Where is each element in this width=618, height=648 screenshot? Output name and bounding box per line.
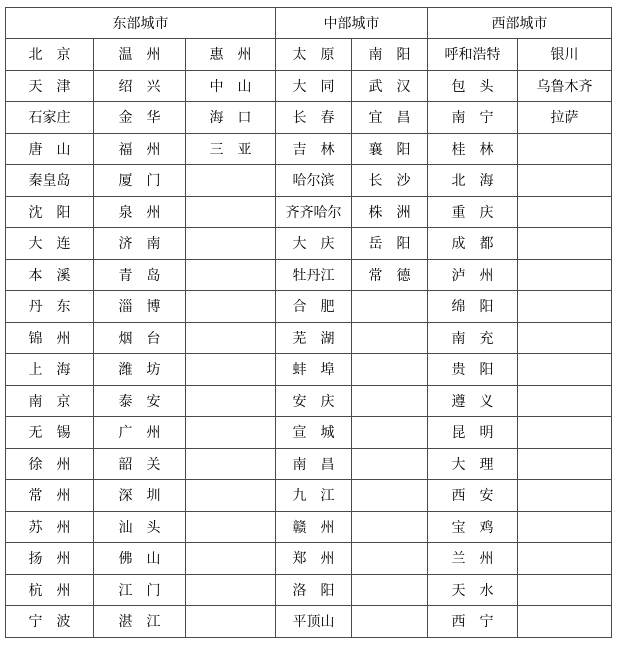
header-row — [6, 8, 612, 39]
table-body — [6, 39, 612, 638]
city-cell-west-col-1: 大 理 — [428, 448, 518, 480]
city-cell-east-col-1: 秦皇岛 — [6, 165, 94, 197]
city-cell-west-col-2 — [518, 354, 612, 386]
city-cell-east-col-2: 厦 门 — [94, 165, 186, 197]
city-cell-west-col-2 — [518, 574, 612, 606]
city-cell-west-col-1: 贵 阳 — [428, 354, 518, 386]
table-row — [6, 543, 612, 575]
city-cell-west-col-1: 重 庆 — [428, 196, 518, 228]
city-cell-east-col-3: 中 山 — [186, 70, 276, 102]
city-cell-central-col-2 — [352, 543, 428, 575]
table-row — [6, 606, 612, 638]
city-cell-east-col-2: 广 州 — [94, 417, 186, 449]
city-cell-central-col-2: 长 沙 — [352, 165, 428, 197]
city-cell-east-col-1: 无 锡 — [6, 417, 94, 449]
city-cell-east-col-1: 北 京 — [6, 39, 94, 71]
city-cell-west-col-2 — [518, 133, 612, 165]
table-row — [6, 511, 612, 543]
city-cell-central-col-2 — [352, 606, 428, 638]
city-cell-east-col-1: 上 海 — [6, 354, 94, 386]
city-cell-east-col-1: 常 州 — [6, 480, 94, 512]
city-cell-central-col-1: 吉 林 — [276, 133, 352, 165]
city-cell-east-col-2: 温 州 — [94, 39, 186, 71]
city-cell-east-col-2: 深 圳 — [94, 480, 186, 512]
city-cell-central-col-1: 哈尔滨 — [276, 165, 352, 197]
city-cell-central-col-1: 郑 州 — [276, 543, 352, 575]
city-cell-central-col-2 — [352, 291, 428, 323]
city-cell-east-col-3: 惠 州 — [186, 39, 276, 71]
city-cell-central-col-1: 合 肥 — [276, 291, 352, 323]
city-cell-west-col-2 — [518, 448, 612, 480]
city-cell-east-col-2: 泉 州 — [94, 196, 186, 228]
city-cell-east-col-3: 三 亚 — [186, 133, 276, 165]
city-cell-central-col-2 — [352, 511, 428, 543]
table-row — [6, 165, 612, 197]
table-row — [6, 39, 612, 71]
city-cell-west-col-1: 西 宁 — [428, 606, 518, 638]
city-cell-west-col-2 — [518, 322, 612, 354]
city-cell-east-col-1: 扬 州 — [6, 543, 94, 575]
city-cell-east-col-3 — [186, 165, 276, 197]
table-row — [6, 291, 612, 323]
city-cell-west-col-2: 乌鲁木齐 — [518, 70, 612, 102]
city-cell-east-col-1: 宁 波 — [6, 606, 94, 638]
city-cell-central-col-1: 太 原 — [276, 39, 352, 71]
table-row — [6, 574, 612, 606]
city-cell-central-col-2: 襄 阳 — [352, 133, 428, 165]
city-cell-west-col-1: 南 宁 — [428, 102, 518, 134]
city-cell-east-col-2: 潍 坊 — [94, 354, 186, 386]
table-row — [6, 102, 612, 134]
city-cell-central-col-1: 安 庆 — [276, 385, 352, 417]
city-cell-east-col-3 — [186, 543, 276, 575]
city-cell-east-col-2: 淄 博 — [94, 291, 186, 323]
city-cell-central-col-1: 齐齐哈尔 — [276, 196, 352, 228]
city-cell-east-col-3 — [186, 228, 276, 260]
city-cell-west-col-1: 呼和浩特 — [428, 39, 518, 71]
city-cell-east-col-3 — [186, 259, 276, 291]
city-cell-east-col-3 — [186, 480, 276, 512]
table-row — [6, 354, 612, 386]
city-cell-west-col-2 — [518, 511, 612, 543]
city-cell-east-col-2: 济 南 — [94, 228, 186, 260]
city-cell-east-col-2: 绍 兴 — [94, 70, 186, 102]
city-cell-east-col-2: 烟 台 — [94, 322, 186, 354]
city-cell-west-col-1: 兰 州 — [428, 543, 518, 575]
city-cell-west-col-2 — [518, 196, 612, 228]
city-cell-east-col-2: 金 华 — [94, 102, 186, 134]
city-table — [5, 7, 612, 638]
city-cell-west-col-1: 天 水 — [428, 574, 518, 606]
city-cell-west-col-1: 包 头 — [428, 70, 518, 102]
city-cell-west-col-2: 拉萨 — [518, 102, 612, 134]
city-cell-central-col-1: 南 昌 — [276, 448, 352, 480]
city-cell-east-col-3 — [186, 417, 276, 449]
header-west-cities: 西部城市 — [428, 8, 612, 39]
city-cell-east-col-3 — [186, 322, 276, 354]
table-row — [6, 448, 612, 480]
city-cell-west-col-1: 北 海 — [428, 165, 518, 197]
table-row — [6, 196, 612, 228]
city-cell-west-col-2 — [518, 543, 612, 575]
city-cell-west-col-1: 遵 义 — [428, 385, 518, 417]
city-cell-east-col-3 — [186, 354, 276, 386]
city-cell-west-col-1: 昆 明 — [428, 417, 518, 449]
city-cell-east-col-3 — [186, 606, 276, 638]
city-cell-east-col-1: 南 京 — [6, 385, 94, 417]
city-cell-west-col-2 — [518, 606, 612, 638]
city-cell-central-col-2: 武 汉 — [352, 70, 428, 102]
city-cell-central-col-2 — [352, 385, 428, 417]
city-cell-east-col-3: 海 口 — [186, 102, 276, 134]
city-cell-east-col-2: 江 门 — [94, 574, 186, 606]
header-east-cities: 东部城市 — [6, 8, 276, 39]
city-cell-central-col-2 — [352, 354, 428, 386]
city-cell-west-col-2 — [518, 385, 612, 417]
city-cell-west-col-1: 成 都 — [428, 228, 518, 260]
city-cell-central-col-1: 洛 阳 — [276, 574, 352, 606]
city-cell-east-col-2: 佛 山 — [94, 543, 186, 575]
city-cell-east-col-2: 汕 头 — [94, 511, 186, 543]
city-cell-central-col-2 — [352, 417, 428, 449]
city-cell-central-col-2 — [352, 448, 428, 480]
table-row — [6, 133, 612, 165]
city-cell-east-col-3 — [186, 511, 276, 543]
city-cell-east-col-2: 青 岛 — [94, 259, 186, 291]
city-cell-east-col-1: 杭 州 — [6, 574, 94, 606]
city-cell-east-col-1: 天 津 — [6, 70, 94, 102]
city-cell-central-col-2 — [352, 480, 428, 512]
city-cell-east-col-1: 丹 东 — [6, 291, 94, 323]
city-cell-central-col-1: 大 同 — [276, 70, 352, 102]
city-cell-east-col-1: 锦 州 — [6, 322, 94, 354]
table-row — [6, 259, 612, 291]
city-cell-east-col-1: 沈 阳 — [6, 196, 94, 228]
city-cell-east-col-3 — [186, 385, 276, 417]
city-cell-west-col-2 — [518, 165, 612, 197]
city-cell-west-col-2 — [518, 480, 612, 512]
city-cell-central-col-2: 株 洲 — [352, 196, 428, 228]
table-row — [6, 70, 612, 102]
table-row — [6, 385, 612, 417]
city-cell-east-col-2: 泰 安 — [94, 385, 186, 417]
city-cell-west-col-1: 宝 鸡 — [428, 511, 518, 543]
city-cell-east-col-2: 湛 江 — [94, 606, 186, 638]
city-cell-central-col-1: 芜 湖 — [276, 322, 352, 354]
city-cell-central-col-1: 牡丹江 — [276, 259, 352, 291]
table-row — [6, 228, 612, 260]
table-row — [6, 322, 612, 354]
city-cell-east-col-1: 徐 州 — [6, 448, 94, 480]
city-cell-central-col-2: 南 阳 — [352, 39, 428, 71]
city-cell-central-col-2: 岳 阳 — [352, 228, 428, 260]
city-cell-east-col-1: 石家庄 — [6, 102, 94, 134]
city-cell-central-col-2: 常 德 — [352, 259, 428, 291]
city-cell-west-col-2 — [518, 228, 612, 260]
city-cell-central-col-1: 赣 州 — [276, 511, 352, 543]
city-cell-east-col-3 — [186, 291, 276, 323]
city-cell-east-col-3 — [186, 196, 276, 228]
city-cell-east-col-2: 福 州 — [94, 133, 186, 165]
table-row — [6, 417, 612, 449]
city-cell-west-col-1: 南 充 — [428, 322, 518, 354]
header-central-cities: 中部城市 — [276, 8, 428, 39]
city-cell-west-col-2 — [518, 259, 612, 291]
city-cell-east-col-2: 韶 关 — [94, 448, 186, 480]
city-cell-east-col-1: 大 连 — [6, 228, 94, 260]
table-row — [6, 480, 612, 512]
city-cell-west-col-2 — [518, 417, 612, 449]
city-cell-central-col-1: 平顶山 — [276, 606, 352, 638]
city-cell-west-col-1: 绵 阳 — [428, 291, 518, 323]
city-cell-east-col-1: 唐 山 — [6, 133, 94, 165]
city-cell-east-col-1: 苏 州 — [6, 511, 94, 543]
city-cell-central-col-1: 长 春 — [276, 102, 352, 134]
city-cell-west-col-1: 泸 州 — [428, 259, 518, 291]
city-cell-east-col-1: 本 溪 — [6, 259, 94, 291]
city-cell-west-col-2: 银川 — [518, 39, 612, 71]
city-cell-east-col-3 — [186, 574, 276, 606]
city-cell-central-col-1: 大 庆 — [276, 228, 352, 260]
city-cell-west-col-1: 西 安 — [428, 480, 518, 512]
city-cell-east-col-3 — [186, 448, 276, 480]
city-cell-central-col-1: 宣 城 — [276, 417, 352, 449]
city-cell-west-col-1: 桂 林 — [428, 133, 518, 165]
city-cell-central-col-2 — [352, 322, 428, 354]
city-cell-central-col-1: 蚌 埠 — [276, 354, 352, 386]
city-cell-west-col-2 — [518, 291, 612, 323]
city-cell-central-col-2: 宜 昌 — [352, 102, 428, 134]
city-cell-central-col-1: 九 江 — [276, 480, 352, 512]
city-cell-central-col-2 — [352, 574, 428, 606]
